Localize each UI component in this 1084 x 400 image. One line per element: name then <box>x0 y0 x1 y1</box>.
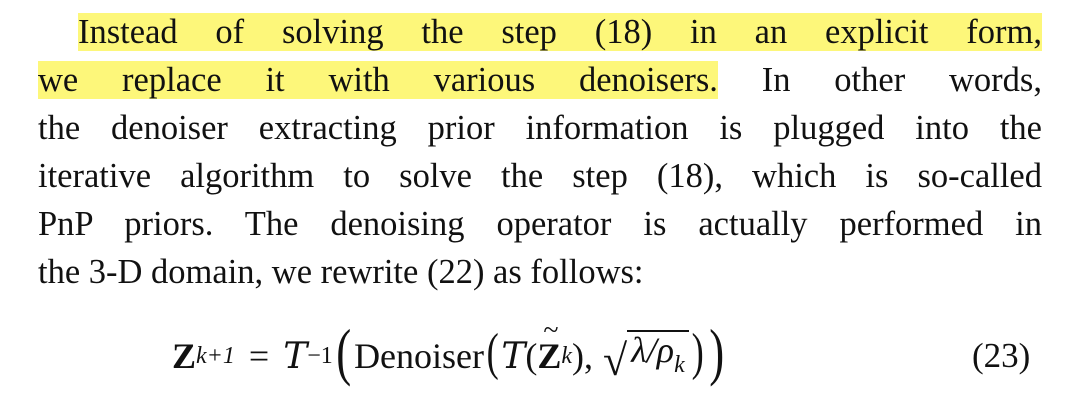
text-line-6 <box>38 248 1042 296</box>
text-line-3 <box>38 104 1042 152</box>
equation-23 <box>0 318 1084 394</box>
right-paren-outer: ) <box>709 316 725 387</box>
cropped-previous-line <box>0 0 1084 2</box>
left-paren-outer: ( <box>335 316 351 387</box>
radical-sign-icon: √ <box>603 335 628 385</box>
right-paren-middle: ) <box>691 324 704 381</box>
plain-text: PnP priors. The denoising operator is actually performed in <box>38 205 1042 243</box>
operator-symbol: T <box>283 335 308 377</box>
inner-symbol: ~ Z <box>537 335 561 377</box>
equation-body <box>172 318 727 394</box>
text-line-1 <box>38 8 1042 56</box>
left-paren-middle: ( <box>486 324 499 381</box>
text-line-4 <box>38 152 1042 200</box>
function-name: Denoiser <box>354 336 485 376</box>
lhs-subscript: k+1 <box>196 342 235 369</box>
plain-text: In other words, <box>717 61 1042 99</box>
radicand-subscript: k <box>674 351 685 378</box>
radicand <box>627 330 689 383</box>
lhs-symbol: Z <box>172 336 197 376</box>
inner-operator: T <box>501 335 526 377</box>
equals-sign: = <box>248 336 270 376</box>
radicand-text: λ/ρ <box>631 329 675 370</box>
square-root <box>603 330 689 383</box>
highlighted-text: we replace it with various denoisers. <box>38 61 718 99</box>
plain-text: the 3-D domain, we rewrite (22) as follows: <box>38 253 644 291</box>
right-paren-inner: ) <box>572 336 585 376</box>
plain-text: the denoiser extracting prior information is plugged into the <box>38 109 1042 147</box>
left-paren-inner: ( <box>525 336 538 376</box>
plain-text: iterative algorithm to solve the step (18), which is so-called <box>38 157 1042 195</box>
operator-superscript: −1 <box>307 342 333 369</box>
text-line-2 <box>38 56 1042 104</box>
highlighted-text: Instead of solving the step (18) in an explicit form, <box>78 13 1042 51</box>
equation-number: (23) <box>972 336 1031 375</box>
text-line-5 <box>38 200 1042 248</box>
paragraph <box>38 8 1042 296</box>
comma: , <box>584 336 594 376</box>
inner-subscript: k <box>561 342 573 369</box>
